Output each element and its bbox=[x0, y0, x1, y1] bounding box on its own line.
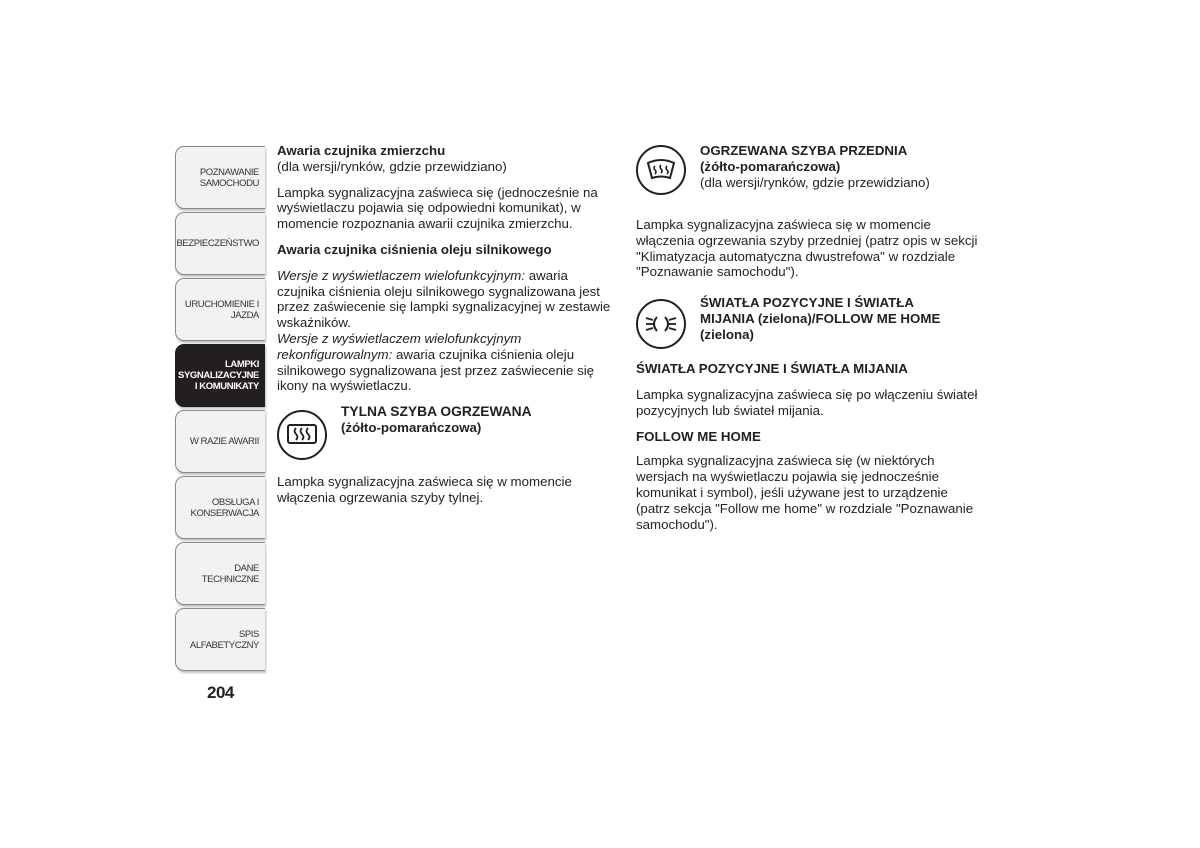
section-body: Lampka sygnalizacyjna zaświeca się (jednocześnie na wyświetlaczu pojawia się odpowiedni komunikat), w momencie rozpoznania awarii czujnika zmierzchu. bbox=[277, 184, 598, 232]
section-title: OGRZEWANA SZYBA PRZEDNIA bbox=[700, 143, 908, 158]
section-subtitle: (dla wersji/rynków, gdzie przewidziano) bbox=[277, 158, 507, 174]
tab-dane-techniczne[interactable] bbox=[175, 542, 265, 605]
page-number: 204 bbox=[207, 683, 234, 702]
section-body: Lampka sygnalizacyjna zaświeca się (w niektórych wersjach na wyświetlaczu pojawia się jednocześnie komunikat i symbol), jeśli używane jest to urządzenie (patrz sekcja "Follow me home" w rozdziale "Poznawanie samochodu"). bbox=[636, 453, 974, 532]
section-title: FOLLOW ME HOME bbox=[636, 428, 761, 444]
tab-obsluga-i-konserwacja[interactable] bbox=[175, 476, 265, 539]
version-label: Wersje z wyświetlaczem wielofunkcyjnym rekonfigurowalnym: bbox=[277, 330, 522, 362]
rear-window-heater-icon bbox=[277, 410, 327, 460]
warning-light-entry bbox=[636, 143, 978, 195]
section-title: ŚWIATŁA POZYCYJNE I ŚWIATŁA MIJANIA (zielona)/FOLLOW ME HOME (zielona) bbox=[700, 295, 941, 342]
section-title: TYLNA SZYBA OGRZEWANA bbox=[341, 404, 532, 420]
tab-label: POZNAWANIE SAMOCHODU bbox=[199, 166, 259, 189]
chapter-tabs bbox=[175, 146, 265, 674]
windscreen-heater-icon bbox=[636, 145, 686, 195]
section-subtitle: (dla wersji/rynków, gdzie przewidziano) bbox=[700, 174, 930, 190]
section-body: Lampka sygnalizacyjna zaświeca się po włączeniu świateł pozycyjnych lub świateł mijania. bbox=[636, 386, 978, 418]
tab-spis-alfabetyczny[interactable] bbox=[175, 608, 265, 671]
section-title-color: (żółto-pomarańczowa) bbox=[700, 158, 841, 174]
dipped-beam-icon bbox=[636, 299, 686, 349]
section-body bbox=[277, 331, 619, 394]
tab-label: BEZPIECZEŃSTWO bbox=[176, 238, 259, 249]
tab-label: W RAZIE AWARII bbox=[189, 436, 259, 447]
warning-light-entry bbox=[277, 404, 619, 460]
tab-label: OBSŁUGA I KONSERWACJA bbox=[190, 496, 259, 519]
section-title-color: (żółto-pomarańczowa) bbox=[341, 419, 482, 435]
tab-label: SPIS ALFABETYCZNY bbox=[189, 628, 259, 651]
warning-light-entry bbox=[636, 295, 978, 349]
section-title: ŚWIATŁA POZYCYJNE I ŚWIATŁA MIJANIA bbox=[636, 361, 908, 377]
section-body: Lampka sygnalizacyjna zaświeca się w momencie włączenia ogrzewania szyby tylnej. bbox=[277, 474, 572, 505]
left-column bbox=[277, 143, 619, 506]
section-body: Lampka sygnalizacyjna zaświeca się w momencie włączenia ogrzewania szyby przedniej (patrz opis w sekcji "Klimatyzacja automatyczna dwustrefowa" w rozdziale "Poznawanie samochodu"). bbox=[636, 217, 978, 280]
version-label: Wersje z wyświetlaczem wielofunkcyjnym: bbox=[277, 267, 526, 283]
tab-uruchomienie-i-jazda[interactable] bbox=[175, 278, 265, 341]
right-column bbox=[636, 143, 978, 532]
section-body bbox=[277, 268, 619, 331]
section-title: Awaria czujnika zmierzchu bbox=[277, 143, 446, 158]
section-title: Awaria czujnika ciśnienia oleju silnikowego bbox=[277, 241, 552, 257]
tab-label: DANE TECHNICZNE bbox=[201, 562, 259, 585]
body-text: awaria czujnika ciśnienia oleju silnikowego sygnalizowana jest przez zaświecenie się ikony na wyświetlaczu. bbox=[277, 346, 595, 394]
tab-poznawanie-samochodu[interactable] bbox=[175, 146, 265, 209]
tab-w-razie-awarii[interactable] bbox=[175, 410, 265, 473]
icon-heading bbox=[341, 404, 532, 436]
tab-label: URUCHOMIENIE I JAZDA bbox=[184, 298, 259, 321]
tab-label: LAMPKI SYGNALIZACYJNE I KOMUNIKATY bbox=[178, 359, 259, 392]
tab-lampki-sygnalizacyjne[interactable] bbox=[175, 344, 265, 407]
body-text: awaria czujnika ciśnienia oleju silnikowego sygnalizowana jest przez zaświecenie się lampki sygnalizacyjnej w zestawie wskaźników. bbox=[277, 267, 611, 331]
icon-heading bbox=[700, 143, 930, 190]
tab-bezpieczenstwo[interactable] bbox=[175, 212, 265, 275]
